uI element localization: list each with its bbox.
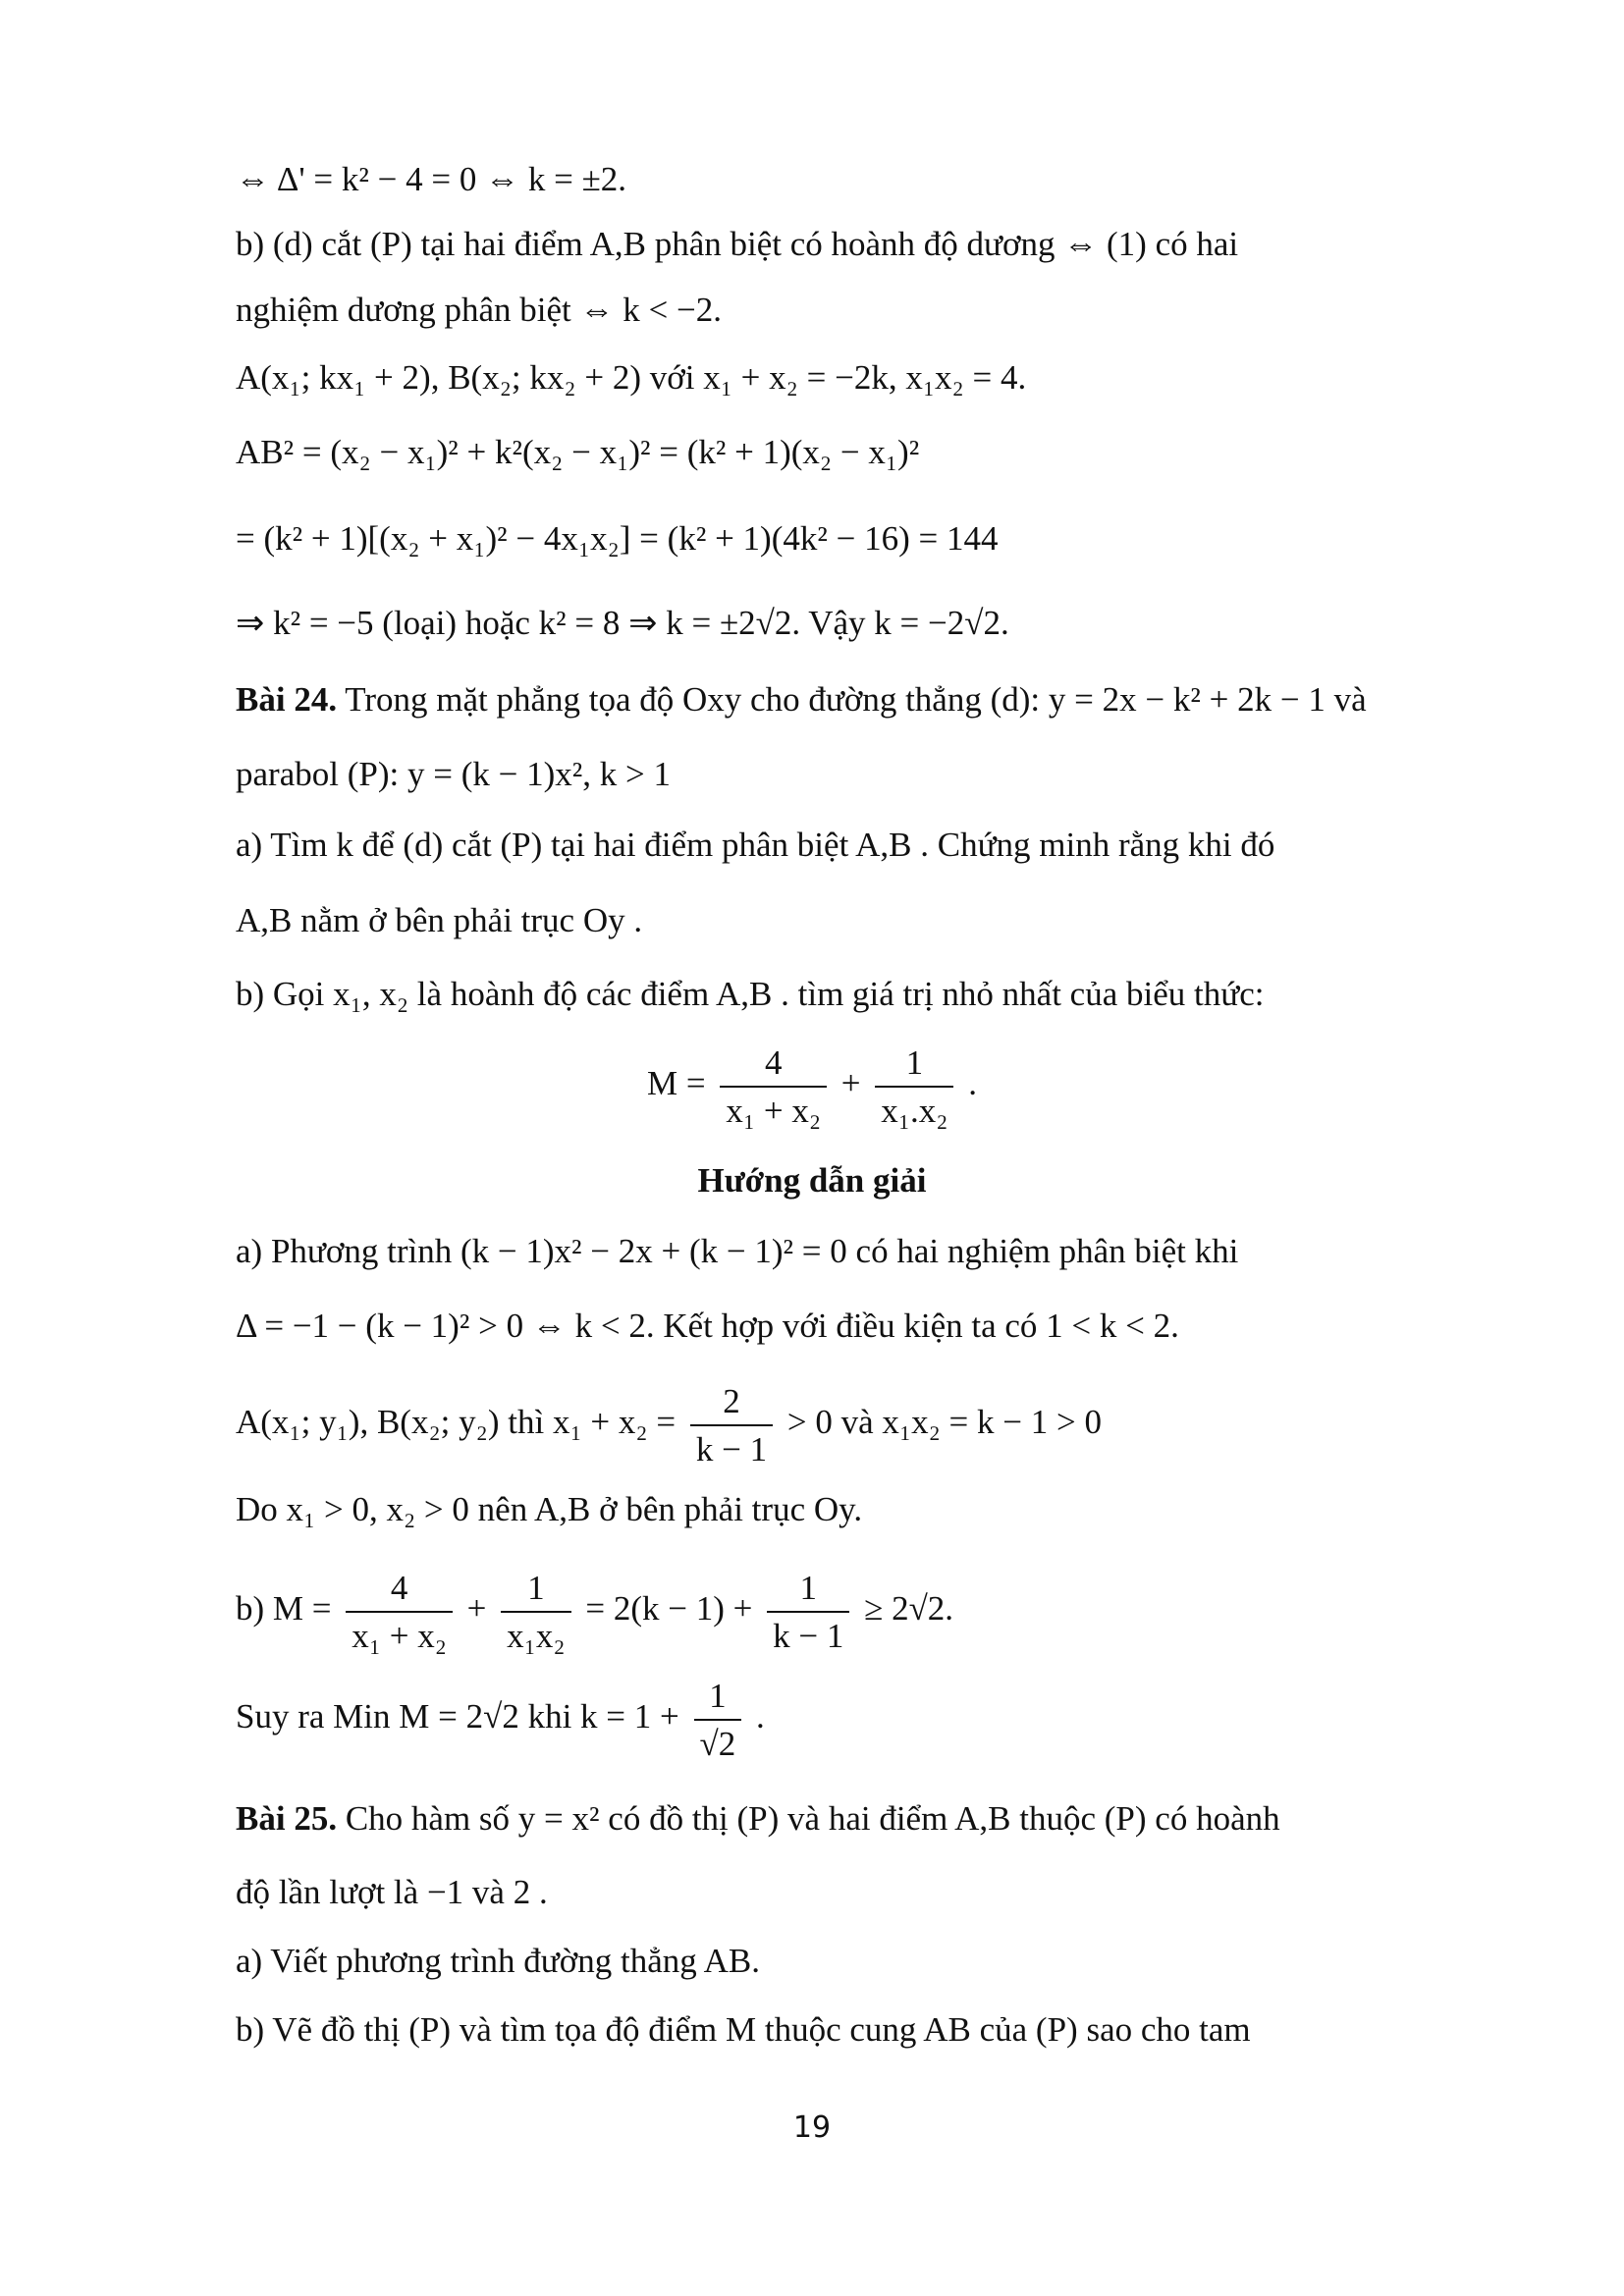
- solution-title: [0, 1158, 1624, 1203]
- solution-title-text: Hướng dẫn giải: [697, 1161, 927, 1200]
- solution-a-1: a) Phương trình (k − 1)x² − 2x + (k − 1)² = 0 có hai nghiệm phân biệt khi: [236, 1232, 1239, 1270]
- s5-suffix: ≥ 2√2.: [864, 1589, 954, 1629]
- fraction-numerator: 4: [346, 1571, 453, 1613]
- bai24-intro-text: Trong mặt phẳng tọa độ Oxy cho đường thẳng (d): y = 2x − k² + 2k − 1 và: [345, 680, 1367, 719]
- bai25-part-b: b) Vẽ đồ thị (P) và tìm tọa độ điểm M thuộc cung AB của (P) sao cho tam: [236, 2010, 1251, 2049]
- solution-b-2: [236, 1679, 1477, 1761]
- fraction-denominator: x₁ + x₂: [352, 1617, 447, 1655]
- fraction-numerator: 1: [501, 1571, 570, 1613]
- s5-prefix: b) M =: [236, 1589, 332, 1629]
- formula-lhs: M =: [647, 1064, 706, 1103]
- formula-m: [0, 1045, 1624, 1128]
- fraction-denominator: k − 1: [695, 1430, 768, 1468]
- fraction-denominator: x₁x₂: [507, 1617, 566, 1655]
- bai24-part-a2: A,B nằm ở bên phải trục Oy .: [236, 901, 643, 939]
- s6-suffix: .: [756, 1697, 765, 1736]
- solution-a-4: Do x₁ > 0, x₂ > 0 nên A,B ở bên phải trục Oy.: [236, 1490, 863, 1528]
- s6-fraction: [694, 1679, 742, 1761]
- line-expand: = (k² + 1)[(x₂ + x₁)² − 4x₁x₂] = (k² + 1)(4k² − 16) = 144: [236, 519, 999, 558]
- line-positive-roots: nghiệm dương phân biệt ⇔ k < −2.: [236, 291, 722, 329]
- s3-suffix: > 0 và x₁x₂ = k − 1 > 0: [786, 1403, 1102, 1442]
- fraction-numerator: 1: [767, 1571, 849, 1613]
- fraction-numerator: 4: [720, 1045, 827, 1088]
- s3-prefix: A(x₁; y₁), B(x₂; y₂) thì x₁ + x₂ =: [236, 1403, 677, 1442]
- bai25-intro2: độ lần lượt là −1 và 2 .: [236, 1873, 548, 1911]
- bai25-intro: [236, 1796, 1477, 1842]
- s5-fraction-1: [346, 1571, 453, 1653]
- bai24-part-b: b) Gọi x₁, x₂ là hoành độ các điểm A,B . tìm giá trị nhỏ nhất của biểu thức:: [236, 975, 1265, 1013]
- line-delta: ⇔ Δ' = k² − 4 = 0 ⇔ k = ±2.: [236, 160, 627, 198]
- bai25-heading: Bài 25.: [236, 1799, 338, 1838]
- formula-period: .: [968, 1064, 977, 1103]
- formula-fraction-2: [875, 1045, 953, 1128]
- fraction-numerator: 2: [690, 1384, 773, 1426]
- bai24-part-a: a) Tìm k để (d) cắt (P) tại hai điểm phân biệt A,B . Chứng minh rằng khi đó: [236, 826, 1275, 864]
- solution-a-3: [236, 1384, 1477, 1467]
- bai24-intro: [236, 677, 1477, 722]
- formula-plus: +: [840, 1064, 861, 1103]
- bai25-part-a: a) Viết phương trình đường thẳng AB.: [236, 1942, 760, 1980]
- bai24-heading: Bài 24.: [236, 680, 338, 719]
- s5-middle: = 2(k − 1) +: [585, 1589, 753, 1629]
- fraction-denominator: √2: [699, 1725, 736, 1763]
- fraction-denominator: x₁ + x₂: [726, 1092, 822, 1130]
- line-points-ab: A(x₁; kx₁ + 2), B(x₂; kx₂ + 2) với x₁ + x₂ = −2k, x₁x₂ = 4.: [236, 358, 1027, 397]
- formula-fraction-1: [720, 1045, 827, 1128]
- line-b-condition: b) (d) cắt (P) tại hai điểm A,B phân biệt có hoành độ dương ⇔ (1) có hai: [236, 225, 1239, 263]
- fraction-numerator: 1: [694, 1679, 742, 1721]
- line-conclusion: ⇒ k² = −5 (loại) hoặc k² = 8 ⇒ k = ±2√2. Vậy k = −2√2.: [236, 604, 1009, 642]
- bai25-intro-text: Cho hàm số y = x² có đồ thị (P) và hai điểm A,B thuộc (P) có hoành: [345, 1799, 1280, 1838]
- fraction-denominator: x₁.x₂: [881, 1092, 948, 1130]
- s5-fraction-2: [501, 1571, 570, 1653]
- page-number: 19: [792, 2110, 832, 2145]
- fraction-numerator: 1: [875, 1045, 953, 1088]
- s5-plus: +: [466, 1589, 487, 1629]
- s3-fraction: [690, 1384, 773, 1467]
- solution-b-1: [236, 1571, 1477, 1653]
- fraction-denominator: k − 1: [773, 1617, 844, 1655]
- bai24-intro2: parabol (P): y = (k − 1)x², k > 1: [236, 755, 671, 793]
- s6-prefix: Suy ra Min M = 2√2 khi k = 1 +: [236, 1697, 679, 1736]
- solution-a-2: Δ = −1 − (k − 1)² > 0 ⇔ k < 2. Kết hợp với điều kiện ta có 1 < k < 2.: [236, 1307, 1179, 1345]
- s5-fraction-3: [767, 1571, 849, 1653]
- line-ab-squared: AB² = (x₂ − x₁)² + k²(x₂ − x₁)² = (k² + 1)(x₂ − x₁)²: [236, 433, 920, 471]
